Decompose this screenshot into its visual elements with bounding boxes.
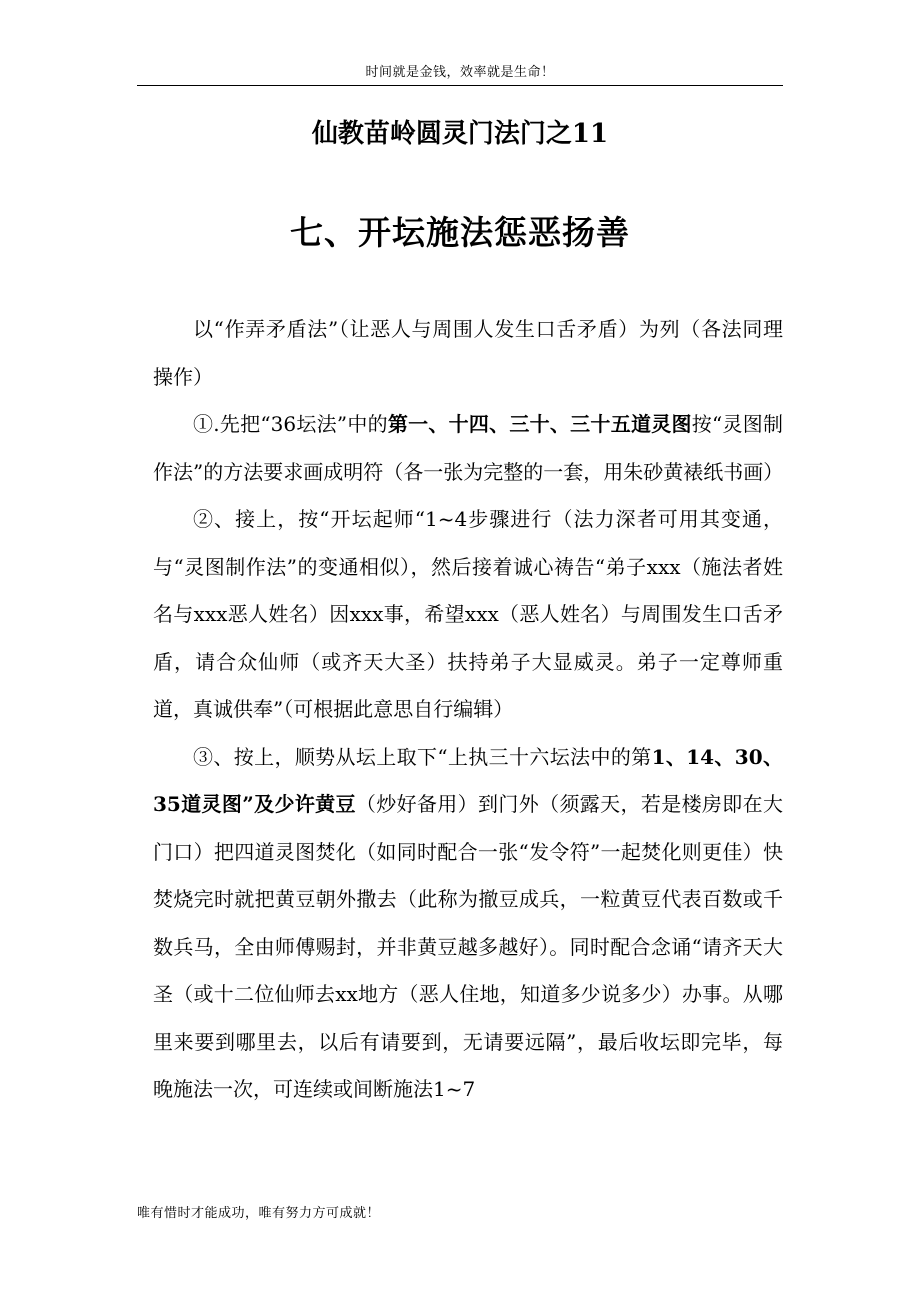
paragraph bbox=[153, 401, 783, 496]
text-run: ③、按上，顺势从坛上取下“上执三十六坛法中的第 bbox=[193, 744, 652, 769]
paragraph bbox=[153, 734, 783, 1114]
text-run: ②、接上，按“开坛起师“1~4步骤进行（法力深者可用其变通，与“灵图制作法”的变通相似），然后接着诚心祷告“弟子xxx（施法者姓名与xxx恶人姓名）因xxx事，希望xxx（恶人姓名）与周围发生口舌矛盾，请合众仙师（或齐天大圣）扶持弟子大显威灵。弟子一定尊师重道，真诚供奉”（可根据此意思自行编辑） bbox=[153, 507, 783, 721]
document-title: 仙教苗岭圆灵门法门之11 bbox=[311, 119, 609, 149]
running-footer: 唯有惜时才能成功，唯有努力方可成就！ bbox=[137, 1206, 381, 1221]
text-run: ①.先把“36坛法”中的 bbox=[193, 412, 388, 436]
text-run: 按“灵图制作法”的方法要求画成明符（各一张为完整的一套，用朱砂黄裱纸书画） bbox=[153, 412, 784, 484]
section-title: 七、开坛施法惩恶扬善 bbox=[290, 213, 630, 252]
text-run: 以“作弄矛盾法”（让恶人与周围人发生口舌矛盾）为列（各法同理操作） bbox=[153, 317, 783, 389]
document-body bbox=[153, 306, 783, 1114]
text-run: （炒好备用）到门外（须露天，若是楼房即在大门口）把四道灵图焚化（如同时配合一张“发令符”一起焚化则更佳）快焚烧完时就把黄豆朝外撒去（此称为撤豆成兵，一粒黄豆代表百数或千数兵马，全由师傅赐封，并非黄豆越多越好）。同时配合念诵“请齐天大圣（或十二位仙师去xx地方（恶人住地，知道多少说多少）办事。从哪里来要到哪里去，以后有请要到，无请要远隔”，最后收坛即完毕，每晚施法一次，可连续或间断施法1~7 bbox=[153, 792, 783, 1101]
paragraph bbox=[153, 306, 783, 401]
running-header: 时间就是金钱，效率就是生命！ bbox=[365, 65, 555, 80]
paragraph bbox=[153, 496, 783, 734]
bold-text-run: 1、14、30、35道灵图”及少许黄豆 bbox=[153, 744, 783, 816]
bold-text-run: 第一、十四、三十、三十五道灵图 bbox=[387, 412, 692, 436]
header-divider bbox=[137, 85, 783, 86]
